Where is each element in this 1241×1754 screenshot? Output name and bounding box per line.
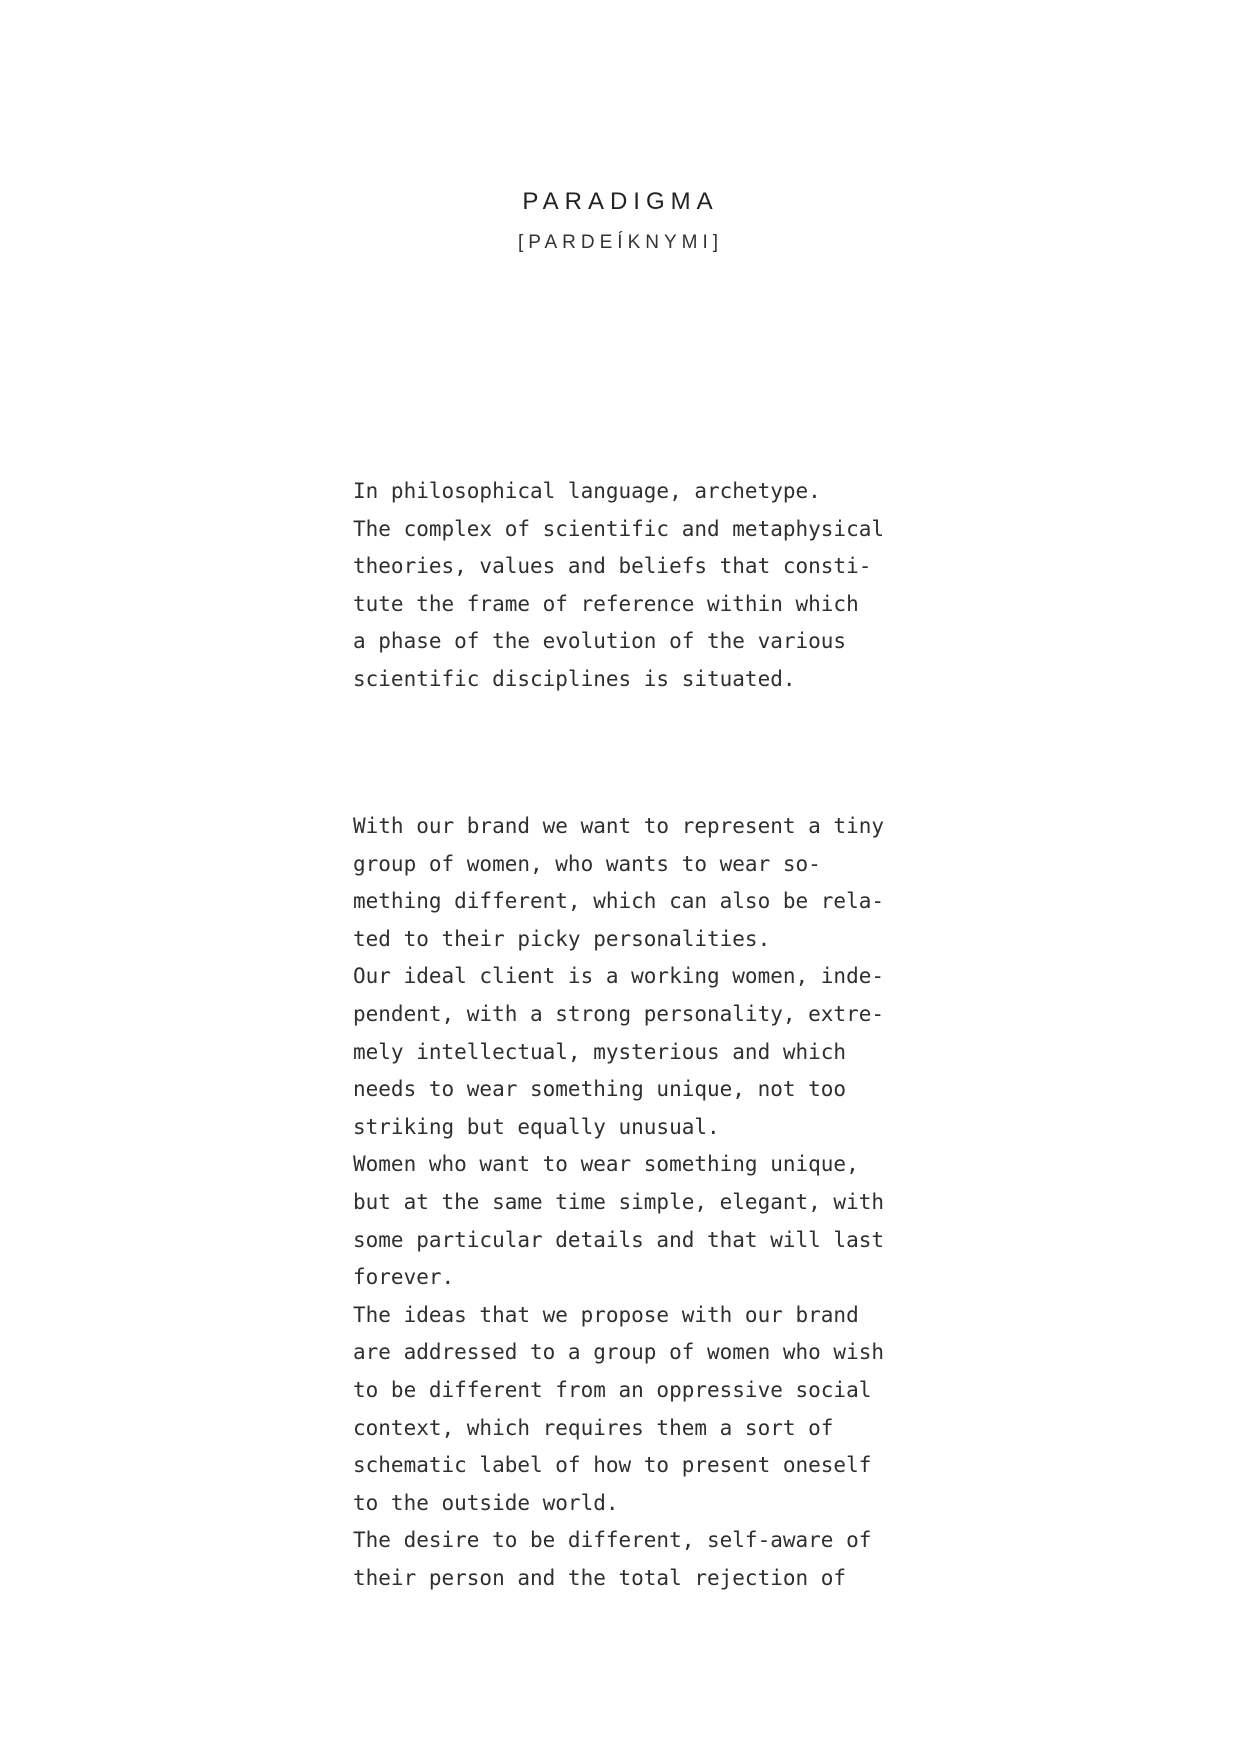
body-line: to be different from an oppressive social	[353, 1377, 872, 1402]
body-line: striking but equally unusual.	[353, 1114, 720, 1139]
body-line: ted to their picky personalities.	[353, 926, 771, 951]
definition-line: tute the frame of reference within which	[353, 591, 859, 616]
brand-description-paragraph	[353, 808, 973, 1597]
body-line: With our brand we want to represent a tiny	[353, 814, 885, 838]
body-line: group of women, who wants to wear so-	[353, 851, 821, 876]
body-line: some particular details and that will last	[353, 1227, 885, 1252]
page-title: PARADIGMA	[522, 188, 719, 215]
body-line: forever.	[353, 1265, 455, 1290]
body-line: schematic label of how to present oneself	[353, 1453, 872, 1478]
body-line: mething different, which can also be rela-	[353, 889, 885, 914]
definition-paragraph	[353, 473, 973, 699]
body-line: but at the same time simple, elegant, with	[353, 1189, 885, 1214]
definition-line: a phase of the evolution of the various	[353, 629, 847, 654]
body-line: pendent, with a strong personality, extre-	[353, 1001, 885, 1026]
definition-line: theories, values and beliefs that consti-	[353, 554, 872, 579]
definition-line: The complex of scientific and metaphysical	[353, 516, 885, 541]
body-line: The desire to be different, self-aware of	[353, 1528, 872, 1553]
body-line: mely intellectual, mysterious and which	[353, 1039, 847, 1064]
page-subtitle: [PARDEÍKNYMI]	[517, 232, 724, 253]
definition-line: scientific disciplines is situated.	[353, 666, 796, 691]
body-line: Women who want to wear something unique,	[353, 1152, 859, 1177]
definition-line: In philosophical language, archetype.	[353, 479, 821, 503]
body-line: are addressed to a group of women who wish	[353, 1340, 885, 1365]
body-line: needs to wear something unique, not too	[353, 1077, 847, 1102]
body-line: their person and the total rejection of	[353, 1565, 847, 1590]
body-line: to the outside world.	[353, 1490, 619, 1515]
body-line: Our ideal client is a working women, inde-	[353, 964, 885, 989]
body-line: The ideas that we propose with our brand	[353, 1302, 859, 1327]
body-line: context, which requires them a sort of	[353, 1415, 834, 1440]
